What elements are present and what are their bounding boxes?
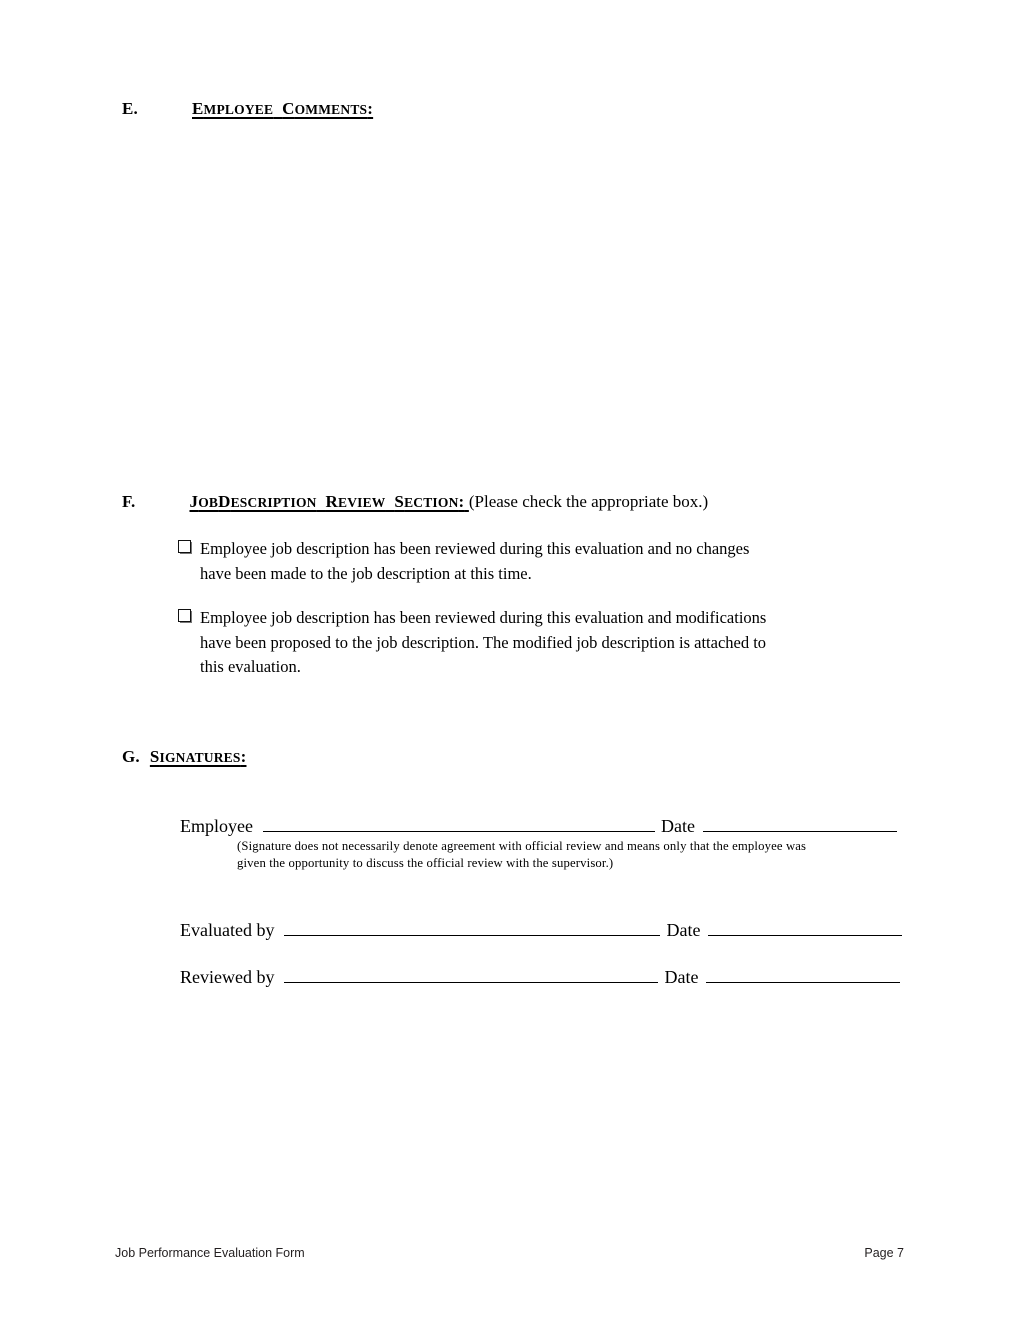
disclaimer-line-2: given the opportunity to discuss the official review with the supervisor.) [237, 855, 614, 870]
employee-signature-label: Employee [180, 816, 253, 836]
page-footer [115, 1246, 904, 1260]
footer-form-title: Job Performance Evaluation Form [115, 1246, 305, 1260]
section-f-letter: F. [122, 492, 136, 511]
reviewed-by-signature-field[interactable] [284, 967, 658, 983]
reviewed-by-label: Reviewed by [180, 967, 275, 987]
section-f-instruction: (Please check the appropriate box.) [468, 492, 709, 511]
option-2-line-3: this evaluation. [200, 657, 301, 676]
section-g-letter: G. [122, 747, 140, 766]
job-description-option-1[interactable] [178, 537, 906, 586]
employee-date-field[interactable] [703, 816, 897, 832]
option-1-line-1: Employee job description has been reviewed during this evaluation and no changes [200, 539, 750, 558]
evaluated-by-signature-field[interactable] [284, 920, 660, 936]
section-e-title: EMPLOYEE COMMENTS: [192, 99, 374, 118]
employee-signature-field[interactable] [263, 816, 655, 832]
footer-page-number: Page 7 [864, 1246, 904, 1260]
signature-row-employee [180, 815, 906, 837]
option-2-line-1: Employee job description has been reviewed during this evaluation and modifications [200, 608, 767, 627]
option-2-line-2: have been proposed to the job description. The modified job description is attached to [200, 632, 767, 652]
evaluated-by-date-label: Date [666, 920, 701, 940]
signature-row-evaluated-by [180, 919, 906, 941]
option-1-line-2: have been made to the job description at this time. [200, 563, 532, 583]
evaluated-by-date-field[interactable] [708, 920, 902, 936]
employee-comments-writing-area[interactable] [122, 130, 906, 480]
reviewed-by-date-label: Date [664, 967, 699, 987]
signature-disclaimer [237, 838, 907, 871]
checkbox-icon[interactable] [178, 609, 191, 622]
employee-date-label: Date [660, 816, 695, 836]
section-f-title: JOBDESCRIPTION REVIEW SECTION: [189, 492, 465, 511]
section-g-title: SIGNATURES: [149, 747, 247, 766]
signature-row-reviewed-by [180, 966, 906, 988]
section-e-letter: E. [122, 99, 138, 118]
disclaimer-line-1: (Signature does not necessarily denote agreement with official review and means only that the employee was [237, 839, 807, 853]
evaluated-by-label: Evaluated by [180, 920, 275, 940]
section-e-heading [122, 99, 373, 119]
section-g-heading [122, 747, 246, 767]
checkbox-icon[interactable] [178, 540, 191, 553]
reviewed-by-date-field[interactable] [706, 967, 900, 983]
section-f-heading [122, 492, 708, 512]
job-description-option-2[interactable] [178, 606, 906, 680]
